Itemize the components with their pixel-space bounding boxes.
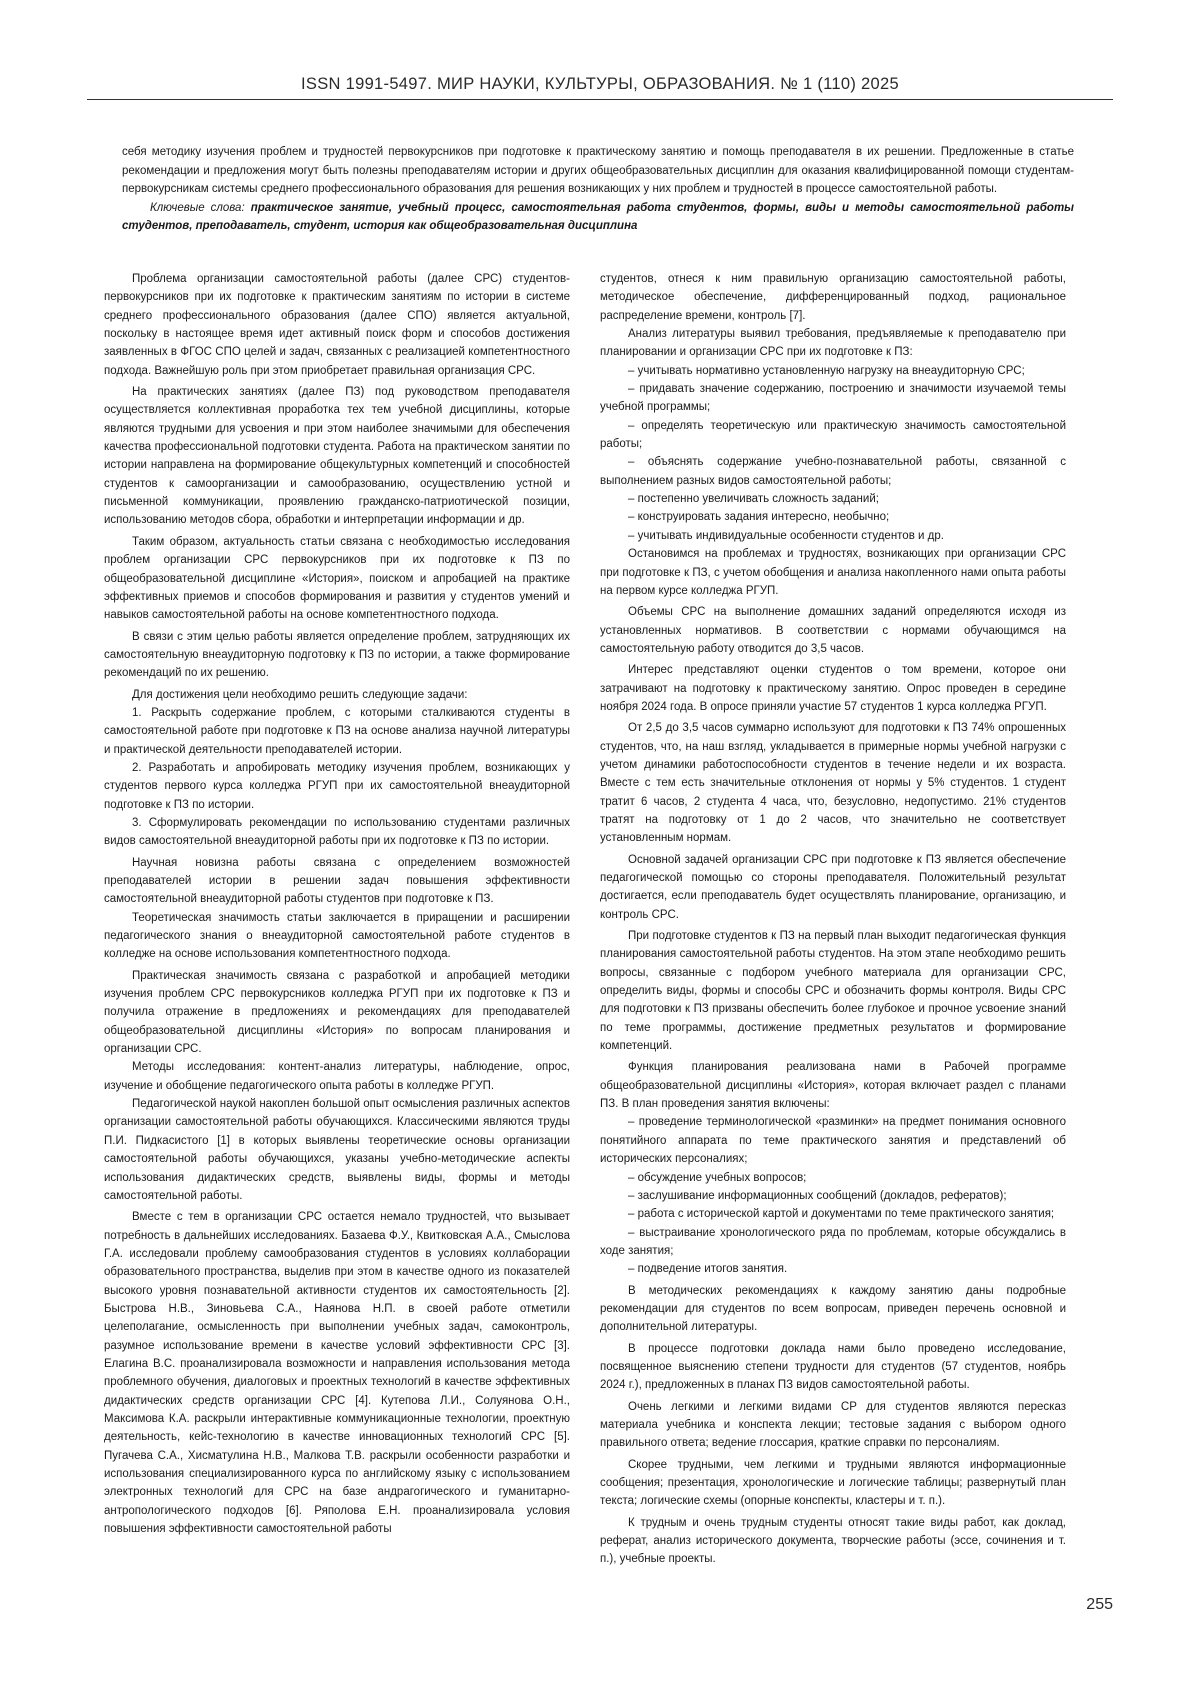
paragraph: Для достижения цели необходимо решить следующие задачи: xyxy=(104,686,570,704)
page-number: 255 xyxy=(1086,1596,1113,1614)
paragraph: Скорее трудными, чем легкими и трудными являются информационные сообщения; презентация, хронологические и логические таблицы; развернутый план текста; логические схемы (опорные конспекты, кластеры и т. п.). xyxy=(600,1456,1066,1511)
paragraph: Интерес представляют оценки студентов о том времени, которое они затрачивают на подготовку к практическому занятию. Опрос проведен в середине ноября 2024 года. В опросе приняли участие 57 студентов 1 курса колледжа РГУП. xyxy=(600,661,1066,716)
paragraph: Педагогической наукой накоплен большой опыт осмысления различных аспектов организации самостоятельной работы обучающихся. Классическими являются труды П.И. Пидкасистого [1] в которых выявлены теоретические основы организации самостоятельной работы обучающихся, указаны учебно-методические аспекты использования дидактических средств, выявлены виды, формы и методы самостоятельной работы. xyxy=(104,1095,570,1205)
paragraph: Остановимся на проблемах и трудностях, возникающих при организации СРС при подготовке к ПЗ, с учетом обобщения и анализа накопленного нами опыта работы на первом курсе колледжа РГУП. xyxy=(600,545,1066,600)
paragraph: Таким образом, актуальность статьи связана с необходимостью исследования проблем организации СРС первокурсников при их подготовке к ПЗ по общеобразовательной дисциплине «История», поиском и апробацией на практике эффективных приемов и способов формирования и развития у студентов умений и навыков самостоятельной работы на основе компетентностного подхода. xyxy=(104,533,570,625)
list-item: – постепенно увеличивать сложность заданий; xyxy=(600,490,1066,508)
abstract-text: себя методику изучения проблем и трудностей первокурсников при подготовке к практическому занятию и помощь преподавателя в их решении. Предложенные в статье рекомендации и предложения могут быть полезны преподавателям истории и других общеобразовательных дисциплин для оказания квалифицированной помощи студентам-первокурсникам системы среднего профессионального образования для решения возникающих у них проблем и трудностей в процессе самостоятельной работы. xyxy=(122,143,1074,199)
list-item: – работа с исторической картой и документами по теме практического занятия; xyxy=(600,1205,1066,1223)
list-item: – обсуждение учебных вопросов; xyxy=(600,1169,1066,1187)
keywords-line xyxy=(122,199,1074,236)
paragraph: Теоретическая значимость статьи заключается в приращении и расширении педагогического знания о внеаудиторной самостоятельной работе студентов в колледже на основе использования компетентностного подхода. xyxy=(104,909,570,964)
task-item-3: 3. Сформулировать рекомендации по использованию студентами различных видов самостоятельной внеаудиторной работы при их подготовке к ПЗ по истории. xyxy=(104,814,570,851)
paragraph: Функция планирования реализована нами в Рабочей программе общеобразовательной дисциплины «История», которая включает раздел с планами ПЗ. В план проведения занятия включены: xyxy=(600,1058,1066,1113)
abstract-section xyxy=(122,143,1074,236)
header-rule xyxy=(87,99,1113,100)
list-item: – конструировать задания интересно, необычно; xyxy=(600,508,1066,526)
paragraph: В связи с этим целью работы является определение проблем, затрудняющих их самостоятельную внеаудиторную подготовку к ПЗ по истории, а также формирование рекомендаций по их решению. xyxy=(104,628,570,683)
paragraph: Анализ литературы выявил требования, предъявляемые к преподавателю при планировании и организации СРС при их подготовке к ПЗ: xyxy=(600,325,1066,362)
paragraph: Научная новизна работы связана с определением возможностей преподавателей истории в решении задач повышения эффективности самостоятельной внеаудиторной работы студентов при подготовке к ПЗ. xyxy=(104,854,570,909)
keywords-text: практическое занятие, учебный процесс, самостоятельная работа студентов, формы, виды и методы самостоятельной работы студентов, преподаватель, студент, история как общеобразовательная дисциплина xyxy=(122,202,1074,233)
paragraph: Проблема организации самостоятельной работы (далее СРС) студентов-первокурсников при их подготовке к практическим занятиям по истории в системе среднего профессионального образования (далее СПО) является актуальной, поскольку в настоящее время идет активный поиск форм и способов достижения заявленных в ФГОС СПО целей и задач, связанных с реализацией компетентностного подхода. Важнейшую роль при этом приобретает правильная организация СРС. xyxy=(104,270,570,380)
list-item: – объяснять содержание учебно-познавательной работы, связанной с выполнением разных видов самостоятельной работы; xyxy=(600,453,1066,490)
list-item: – придавать значение содержанию, построению и значимости изучаемой темы учебной программы; xyxy=(600,380,1066,417)
paragraph: Очень легкими и легкими видами СР для студентов являются пересказ материала учебника и конспекта лекции; тестовые задания с выбором одного правильного ответа; ведение глоссария, краткие справки по персоналиям. xyxy=(600,1398,1066,1453)
keywords-label: Ключевые слова: xyxy=(150,202,245,214)
task-item-1: 1. Раскрыть содержание проблем, с которыми сталкиваются студенты в самостоятельной работе при подготовке к ПЗ на основе анализа научной литературы и практической деятельности преподавателей истории. xyxy=(104,704,570,759)
list-item: – учитывать нормативно установленную нагрузку на внеаудиторную СРС; xyxy=(600,362,1066,380)
paragraph: На практических занятиях (далее ПЗ) под руководством преподавателя осуществляется коллективная проработка тех тем учебной дисциплины, которые являются трудными для усвоения и при этом наиболее значимыми для обеспечения качества профессиональной подготовки студента. Работа на практическом занятии по истории направлена на формирование общекультурных компетенций и способностей студентов к самоорганизации и самообразованию, осуществлению устной и письменной коммуникации, проявлению гражданско-патриотической позиции, использованию методов сбора, обработки и интерпретации информации и др. xyxy=(104,383,570,530)
journal-header: ISSN 1991-5497. МИР НАУКИ, КУЛЬТУРЫ, ОБРАЗОВАНИЯ. № 1 (110) 2025 xyxy=(87,75,1113,94)
paragraph: Практическая значимость связана с разработкой и апробацией методики изучения проблем СРС первокурсников колледжа РГУП при их подготовке к ПЗ и получила отражение в предложениях и рекомендациях для преподавателей общеобразовательной дисциплины «История» по вопросам планирования и организации СРС. xyxy=(104,967,570,1059)
paragraph: Методы исследования: контент-анализ литературы, наблюдение, опрос, изучение и обобщение педагогического опыта работы в колледже РГУП. xyxy=(104,1058,570,1095)
paragraph-continued: студентов, отнеся к ним правильную организацию самостоятельной работы, методическое обеспечение, дифференцированный подход, рациональное распределение времени, контроль [7]. xyxy=(600,270,1066,325)
list-item: – определять теоретическую или практическую значимость самостоятельной работы; xyxy=(600,417,1066,454)
paragraph: В методических рекомендациях к каждому занятию даны подробные рекомендации для студентов по всем вопросам, приведен перечень основной и дополнительной литературы. xyxy=(600,1282,1066,1337)
list-item: – подведение итогов занятия. xyxy=(600,1260,1066,1278)
paragraph: К трудным и очень трудным студенты относят такие виды работ, как доклад, реферат, анализ исторического документа, творческие работы (эссе, сочинения и т. п.), учебные проекты. xyxy=(600,1514,1066,1569)
paragraph: Объемы СРС на выполнение домашних заданий определяются исходя из установленных нормативов. В соответствии с нормами обучающимся на самостоятельную работу отводится до 3,5 часов. xyxy=(600,603,1066,658)
paragraph: Вместе с тем в организации СРС остается немало трудностей, что вызывает потребность в дальнейших исследованиях. Базаева Ф.У., Квитковская А.А., Смыслова Г.А. исследовали проблему самообразования студентов в условиях коллаборации образовательного пространства, выделив при этом в качестве одного из показателей высокого уровня познавательной активности студентов их самостоятельность [2]. Быстрова Н.В., Зиновьева С.А., Наянова Н.П. в своей работе отметили целеполагание, осмысленность при выполнении учебных задач, самоконтроль, разумное использование времени в качестве условий эффективности СРС [3]. Елагина В.С. проанализировала возможности и направления использования метода проблемного обучения, диалоговых и проектных технологий в качестве эффективных дидактических средств организации СРС [4]. Кутепова Л.И., Солуянова О.Н., Максимова К.А. раскрыли интерактивные коммуникационные технологии, проектную деятельность, кейс-технологию в качестве инновационных технологий СРС [5]. Пугачева С.А., Хисматулина Н.В., Малкова Т.В. раскрыли особенности разработки и использования специализированного курса по английскому языку с использованием электронных технологий для СРС на базе андрагогического и гуманитарно-антропологического подходов [6]. Ряполова Е.Н. проанализировала условия повышения эффективности самостоятельной работы xyxy=(104,1208,570,1538)
task-item-2: 2. Разработать и апробировать методику изучения проблем, возникающих у студентов первого курса колледжа РГУП при их самостоятельной внеаудиторной подготовке к ПЗ по истории. xyxy=(104,759,570,814)
list-item: – выстраивание хронологического ряда по проблемам, которые обсуждались в ходе занятия; xyxy=(600,1224,1066,1261)
list-item: – заслушивание информационных сообщений (докладов, рефератов); xyxy=(600,1187,1066,1205)
right-column xyxy=(600,270,1066,1569)
paragraph: При подготовке студентов к ПЗ на первый план выходит педагогическая функция планирования самостоятельной работы студентов. На этом этапе необходимо решить вопросы, связанные с подбором учебного материала для организации СРС, определить виды, формы и способы СРС и обозначить формы контроля. Виды СРС для подготовки к ПЗ призваны обеспечить более глубокое и прочное усвоение знаний по теме программы, достижение предметных результатов и формирование компетенций. xyxy=(600,927,1066,1055)
paragraph: Основной задачей организации СРС при подготовке к ПЗ является обеспечение педагогической помощью со стороны преподавателя. Положительный результат достигается, если преподаватель будет осуществлять планирование, организацию, и контроль СРС. xyxy=(600,851,1066,924)
left-column xyxy=(104,270,570,1538)
paragraph: От 2,5 до 3,5 часов суммарно используют для подготовки к ПЗ 74% опрошенных студентов, что, на наш взгляд, укладывается в примерные нормы учебной нагрузки с учетом динамики работоспособности студентов в течение недели и их возраста. Вместе с тем есть значительные отклонения от нормы у 5% студентов. 1 студент тратит 6 часов, 2 студента 4 часа, что, безусловно, недопустимо. 21% студентов тратят на подготовку от 1 до 2 часов, что значительно не соответствует установленным нормам. xyxy=(600,719,1066,847)
paragraph: В процессе подготовки доклада нами было проведено исследование, посвященное выяснению степени трудности для студентов (57 студентов, ноябрь 2024 г.), предложенных в планах ПЗ видов самостоятельной работы. xyxy=(600,1340,1066,1395)
list-item: – проведение терминологической «разминки» на предмет понимания основного понятийного аппарата по теме практического занятия и представлений об исторических персоналиях; xyxy=(600,1113,1066,1168)
list-item: – учитывать индивидуальные особенности студентов и др. xyxy=(600,527,1066,545)
